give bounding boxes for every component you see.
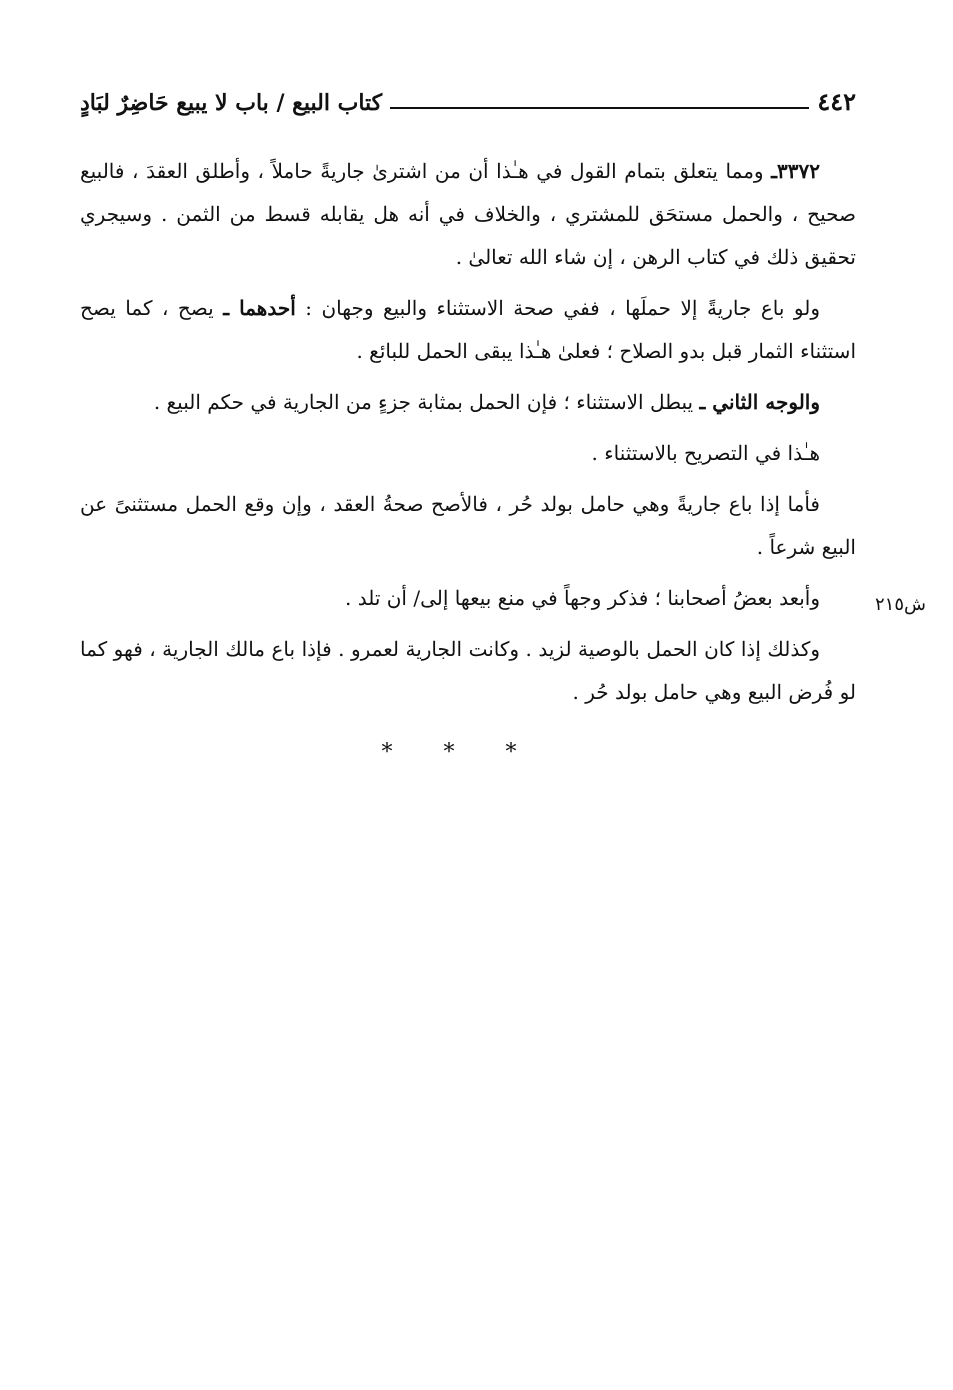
- paragraph-rest: يصح ، كما يصح استثناء الثمار قبل بدو الصلاح ؛ فعلىٰ هـٰذا يبقى الحمل للبائع .: [80, 296, 856, 363]
- bold-term: أحدهما ـ: [223, 296, 296, 320]
- paragraph-5: [80, 483, 856, 569]
- paragraph-number: ٣٣٧٢ـ: [771, 159, 820, 183]
- paragraph-2: [80, 287, 856, 373]
- paragraph-lead: ولو باع جاريةً إلا حملَها ، ففي صحة الاستثناء والبيع وجهان :: [295, 296, 820, 320]
- header-rule: [390, 107, 809, 109]
- paragraph-text: هـٰذا في التصريح بالاستثناء .: [591, 441, 820, 465]
- paragraph-text: فأما إذا باع جاريةً وهي حامل بولد حُر ، فالأصح صحةُ العقد ، وإن وقع الحمل مستثنىً عن البيع شرعاً .: [80, 492, 856, 559]
- bold-term: والوجه الثاني ـ: [699, 390, 820, 414]
- page-header: [80, 82, 856, 116]
- running-title: كتاب البيع / باب لا يبيع حَاضِرٌ لبَادٍ: [80, 90, 383, 116]
- paragraph-text: وأبعد بعضُ أصحابنا ؛ فذكر وجهاً في منع بيعها إلى/ أن تلد .: [344, 586, 820, 610]
- paragraph-text: وكذلك إذا كان الحمل بالوصية لزيد . وكانت الجارية لعمرو . فإذا باع مالك الجارية ، فهو كما لو فُرض البيع وهي حامل بولد حُر .: [80, 637, 856, 704]
- paragraph-rest: يبطل الاستثناء ؛ فإن الحمل بمثابة جزءٍ من الجارية في حكم البيع .: [153, 390, 700, 414]
- paragraph-text: ومما يتعلق بتمام القول في هـٰذا أن من اشترىٰ جاريةً حاملاً ، وأطلق العقدَ ، فالبيع صحيح ، والحمل مستحَق للمشتري ، والخلاف في أنه هل يقابله قسط من الثمن . وسيجري تحقيق ذلك في كتاب الرهن ، إن شاء الله تعالىٰ .: [80, 159, 856, 269]
- page-number: ٤٤٢: [817, 87, 856, 116]
- paragraph-7: [80, 628, 856, 714]
- paragraph-4: [80, 432, 856, 475]
- paragraph-6: [80, 577, 856, 620]
- margin-note: ش٢١٥: [875, 594, 926, 615]
- section-separator: * * *: [381, 740, 539, 765]
- body-text: [80, 150, 856, 722]
- paragraph-1: [80, 150, 856, 279]
- paragraph-3: [80, 381, 856, 424]
